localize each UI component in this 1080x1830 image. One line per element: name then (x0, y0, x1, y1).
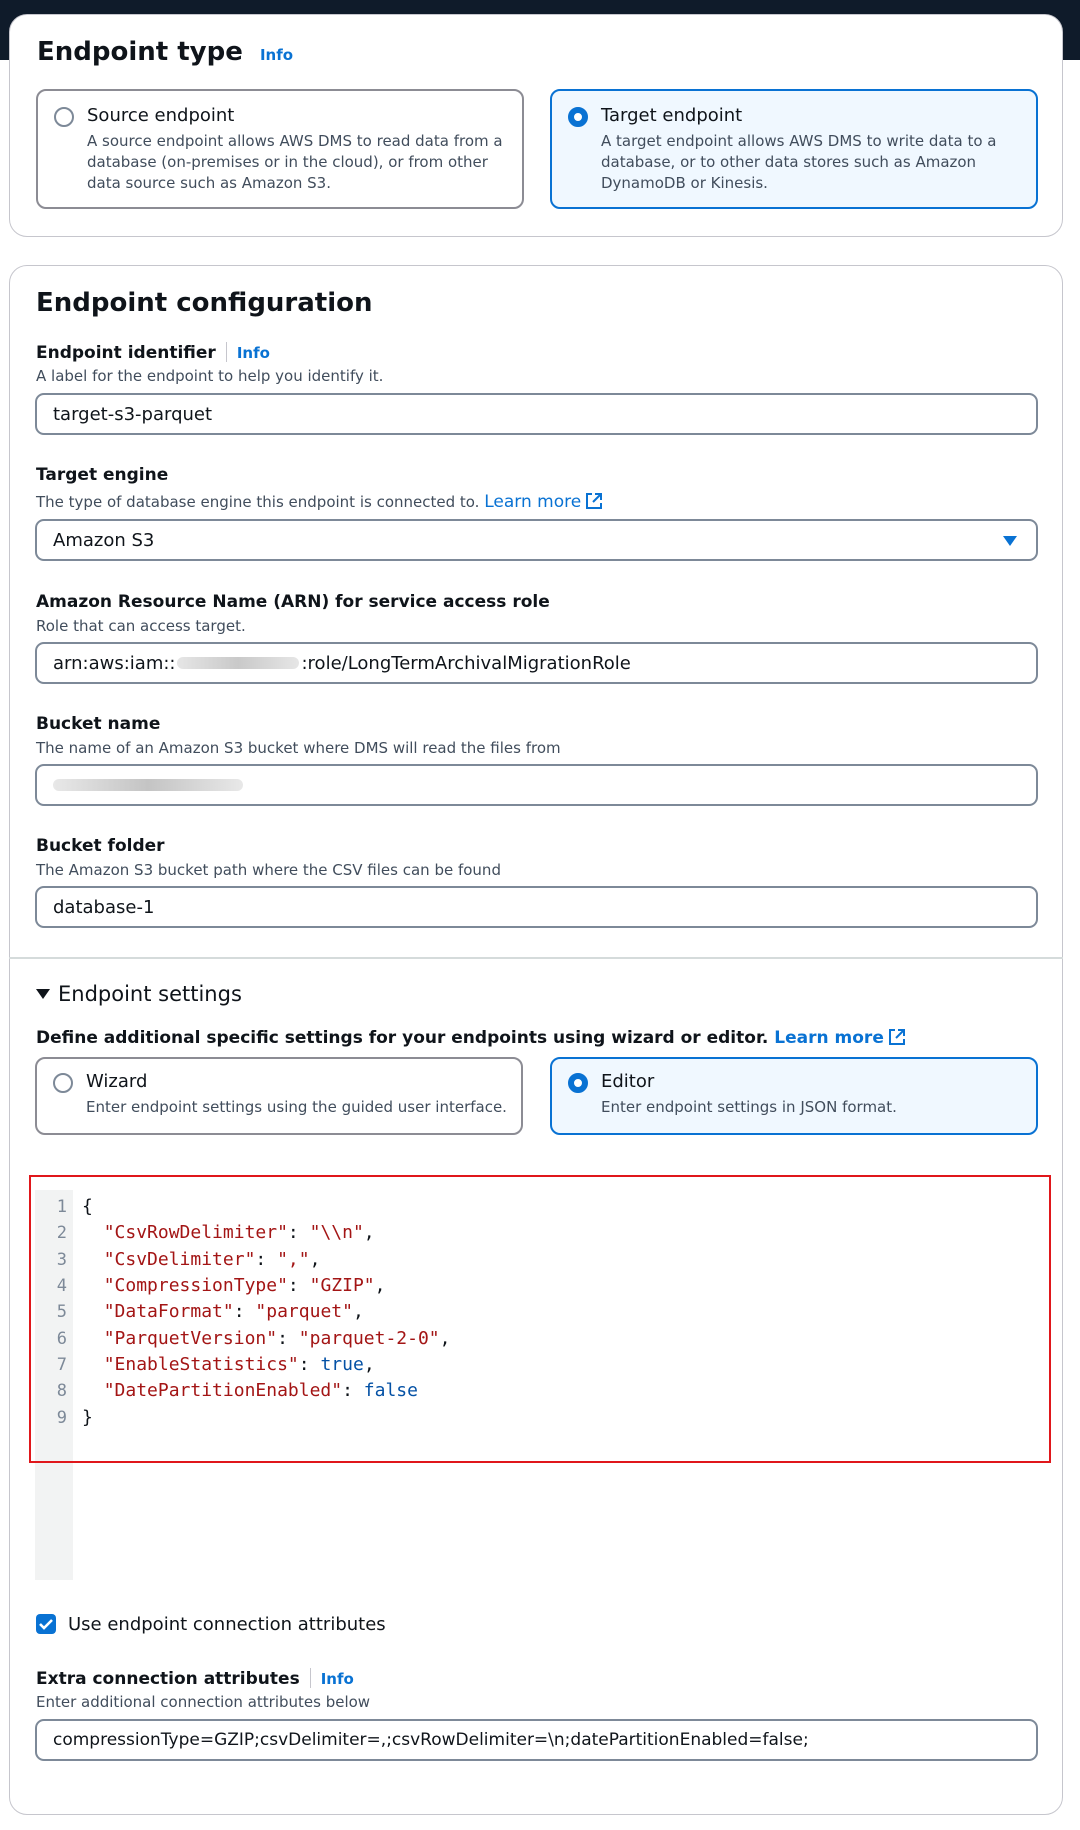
target-endpoint-title: Target endpoint (601, 105, 743, 126)
endpoint-settings-description-text: Define additional specific settings for your endpoints using wizard or editor. (36, 1028, 769, 1048)
endpoint-identifier-input[interactable]: target-s3-parquet (35, 393, 1038, 435)
endpoint-configuration-heading: Endpoint configuration (36, 288, 373, 318)
endpoint-settings-title: Endpoint settings (58, 982, 242, 1006)
json-key: "ParquetVersion" (103, 1328, 278, 1349)
target-engine-description-text: The type of database engine this endpoint is connected to. (36, 493, 480, 511)
endpoint-identifier-label-text: Endpoint identifier (36, 343, 216, 363)
extra-attributes-label-text: Extra connection attributes (36, 1669, 300, 1689)
json-key: "CsvRowDelimiter" (103, 1222, 288, 1243)
json-string-value: "\\n" (309, 1222, 364, 1243)
endpoint-type-heading (37, 37, 293, 67)
target-engine-select[interactable] (35, 519, 1038, 561)
json-string-value: "GZIP" (309, 1275, 375, 1296)
editor-radio[interactable] (568, 1073, 588, 1093)
bucket-name-label: Bucket name (36, 714, 161, 734)
editor-title: Editor (601, 1071, 655, 1092)
json-comma: , (363, 1354, 375, 1375)
json-boolean-value: false (363, 1380, 418, 1401)
code-line: "ParquetVersion": "parquet-2-0", (103, 1328, 451, 1349)
endpoint-identifier-description: A label for the endpoint to help you identify it. (36, 367, 384, 385)
learn-more-text[interactable]: Learn more (484, 492, 582, 512)
json-string-value: "parquet-2-0" (298, 1328, 440, 1349)
endpoint-type-panel (9, 14, 1063, 237)
redacted-account-id (177, 657, 299, 669)
code-line: "EnableStatistics": true, (103, 1354, 375, 1375)
use-attributes-checkbox[interactable] (36, 1614, 56, 1634)
target-endpoint-description: A target endpoint allows AWS DMS to write data to a database, or to other data stores such as Amazon DynamoDB or Kinesis. (601, 132, 997, 192)
arn-input[interactable] (35, 642, 1038, 684)
bucket-name-description: The name of an Amazon S3 bucket where DMS will read the files from (36, 739, 561, 757)
extra-attributes-info-link[interactable]: Info (320, 1670, 354, 1688)
endpoint-identifier-info-link[interactable]: Info (236, 344, 270, 362)
target-endpoint-option[interactable] (550, 89, 1038, 209)
section-divider (9, 957, 1063, 959)
source-endpoint-radio[interactable] (54, 107, 74, 127)
json-comma: , (374, 1275, 386, 1296)
extra-attributes-label (36, 1668, 354, 1689)
code-line: "CsvDelimiter": ",", (103, 1249, 321, 1270)
json-key: "CsvDelimiter" (103, 1249, 256, 1270)
caret-expanded-icon (36, 988, 50, 1000)
code-line: "DataFormat": "parquet", (103, 1301, 364, 1322)
bucket-folder-input[interactable]: database-1 (35, 886, 1038, 928)
code-line: "CsvRowDelimiter": "\\n", (103, 1222, 375, 1243)
editor-option[interactable] (550, 1057, 1038, 1135)
highlight-box (29, 1175, 1051, 1463)
json-key: "EnableStatistics" (103, 1354, 299, 1375)
label-separator (226, 342, 227, 362)
endpoint-settings-toggle[interactable] (36, 982, 242, 1006)
json-comma: , (309, 1249, 321, 1270)
line-number: 3 (56, 1250, 67, 1270)
line-number: 6 (56, 1329, 67, 1349)
wizard-title: Wizard (86, 1071, 148, 1092)
bucket-folder-description: The Amazon S3 bucket path where the CSV files can be found (36, 861, 501, 879)
arn-value-suffix: :role/LongTermArchivalMigrationRole (301, 652, 631, 674)
caret-down-icon (1002, 535, 1018, 547)
source-endpoint-option[interactable] (36, 89, 524, 209)
json-comma: , (352, 1301, 364, 1322)
label-separator (310, 1668, 311, 1688)
target-engine-description (36, 492, 603, 512)
source-endpoint-description: A source endpoint allows AWS DMS to read data from a database (on-premises or in the cloud), or from other data source such as Amazon S3. (87, 132, 503, 192)
target-engine-learn-more-link[interactable] (484, 492, 603, 512)
json-close-brace: } (82, 1407, 93, 1428)
wizard-option[interactable] (35, 1057, 523, 1135)
endpoint-type-info-link[interactable]: Info (259, 46, 294, 64)
learn-more-text[interactable]: Learn more (774, 1028, 884, 1048)
endpoint-type-title: Endpoint type (37, 37, 243, 67)
line-number: 5 (56, 1302, 67, 1322)
json-open-brace: { (82, 1196, 93, 1217)
target-endpoint-radio[interactable] (568, 107, 588, 127)
arn-label: Amazon Resource Name (ARN) for service access role (36, 592, 550, 612)
target-engine-selected-value: Amazon S3 (53, 529, 155, 551)
line-number: 4 (56, 1276, 67, 1296)
json-key: "DatePartitionEnabled" (103, 1380, 343, 1401)
line-number: 9 (56, 1408, 67, 1428)
external-link-icon (585, 492, 603, 510)
endpoint-settings-learn-more-link[interactable] (774, 1028, 906, 1048)
code-line: "DatePartitionEnabled": false (103, 1380, 418, 1401)
endpoint-settings-description (36, 1028, 906, 1048)
code-line: "CompressionType": "GZIP", (103, 1275, 386, 1296)
line-number: 1 (56, 1197, 67, 1217)
json-key: "DataFormat" (103, 1301, 234, 1322)
json-string-value: "," (277, 1249, 310, 1270)
line-number: 2 (56, 1223, 67, 1243)
bucket-folder-label: Bucket folder (36, 836, 165, 856)
line-number: 8 (56, 1381, 67, 1401)
arn-value-prefix: arn:aws:iam:: (53, 652, 176, 674)
redacted-bucket-name (53, 779, 243, 791)
json-boolean-value: true (320, 1354, 364, 1375)
bucket-name-input[interactable] (35, 764, 1038, 806)
checkmark-icon (36, 1614, 56, 1634)
endpoint-identifier-label (36, 342, 270, 363)
wizard-description: Enter endpoint settings using the guided user interface. (86, 1098, 507, 1116)
json-key: "CompressionType" (103, 1275, 288, 1296)
external-link-icon (888, 1028, 906, 1046)
use-attributes-label[interactable]: Use endpoint connection attributes (68, 1614, 386, 1635)
json-string-value: "parquet" (255, 1301, 353, 1322)
wizard-radio[interactable] (53, 1073, 73, 1093)
arn-description: Role that can access target. (36, 617, 246, 635)
json-comma: , (363, 1222, 375, 1243)
editor-description: Enter endpoint settings in JSON format. (601, 1098, 897, 1116)
extra-attributes-input[interactable]: compressionType=GZIP;csvDelimiter=,;csvRowDelimiter=\n;datePartitionEnabled=false; (35, 1719, 1038, 1761)
target-engine-label: Target engine (36, 465, 169, 485)
json-comma: , (439, 1328, 451, 1349)
line-number: 7 (56, 1355, 67, 1375)
source-endpoint-title: Source endpoint (87, 105, 235, 126)
extra-attributes-description: Enter additional connection attributes below (36, 1693, 371, 1711)
